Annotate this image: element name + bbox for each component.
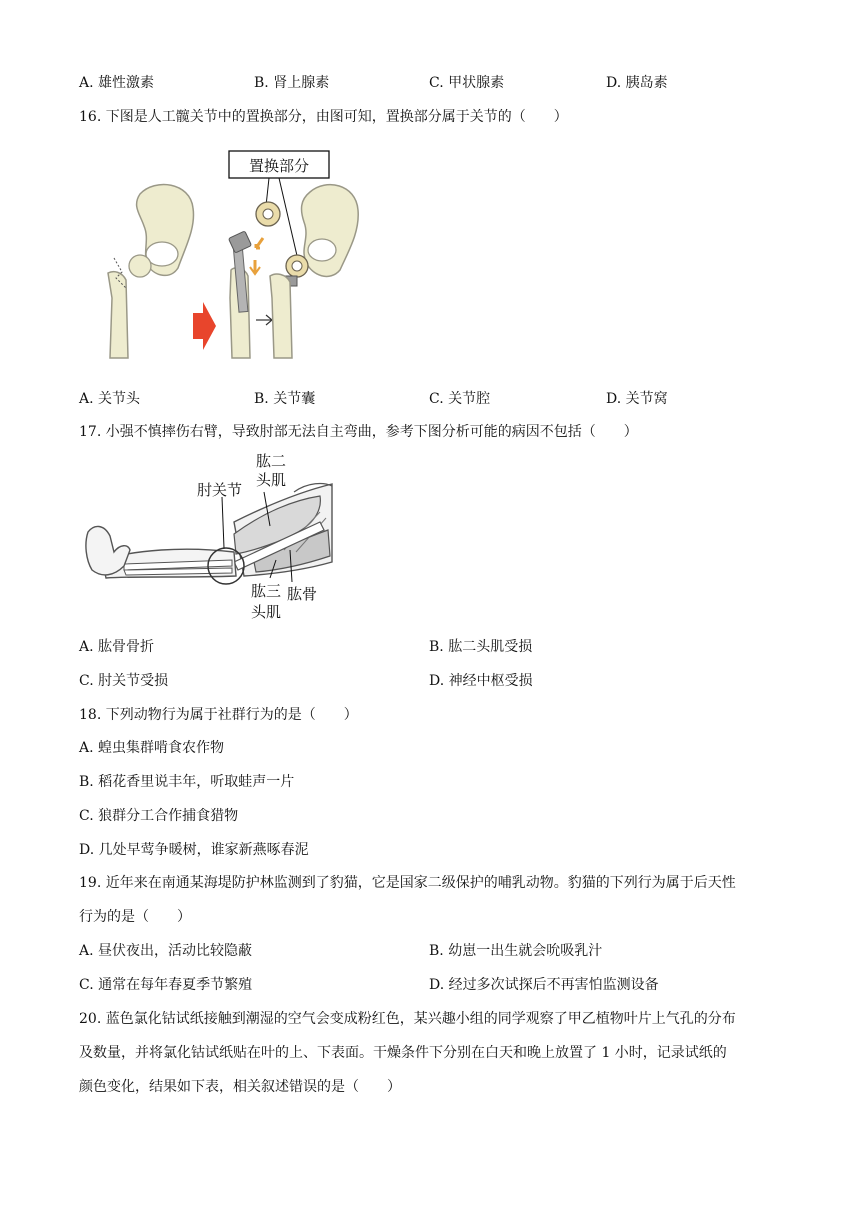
q18-option-d: D. 几处早莺争暖树，谁家新燕啄春泥 bbox=[79, 842, 309, 858]
q18-option-a: A. 蝗虫集群啃食农作物 bbox=[79, 740, 225, 756]
q20-stem-line1: 20. 蓝色氯化钴试纸接触到潮湿的空气会变成粉红色，某兴趣小组的同学观察了甲乙植物叶片上气孔的分布 bbox=[79, 1011, 736, 1027]
q19-option-b: B. 幼崽一出生就会吮吸乳汁 bbox=[429, 943, 603, 959]
arm-figure bbox=[84, 452, 334, 622]
q19-stem-line2: 行为的是（ ） bbox=[79, 909, 191, 925]
q17-option-d: D. 神经中枢受损 bbox=[429, 673, 533, 689]
q18-stem: 18. 下列动物行为属于社群行为的是（ ） bbox=[79, 707, 358, 723]
q17-option-b: B. 肱二头肌受损 bbox=[429, 639, 533, 655]
replacement-label: 置换部分 bbox=[248, 157, 310, 175]
biceps-label-line2: 头肌 bbox=[256, 471, 287, 489]
triceps-label-line2: 头肌 bbox=[251, 603, 282, 621]
q17-stem: 17. 小强不慎摔伤右臂，导致肘部无法自主弯曲，参考下图分析可能的病因不包括（ ） bbox=[79, 424, 638, 440]
q16-stem: 16. 下图是人工髋关节中的置换部分，由图可知，置换部分属于关节的（ ） bbox=[79, 109, 568, 125]
q16-option-a: A. 关节头 bbox=[79, 391, 141, 407]
q15-option-d: D. 胰岛素 bbox=[606, 75, 668, 91]
q20-stem-line3: 颜色变化，结果如下表，相关叙述错误的是（ ） bbox=[79, 1079, 401, 1095]
q19-option-c: C. 通常在每年春夏季节繁殖 bbox=[79, 977, 253, 993]
q15-option-a: A. 雄性激素 bbox=[79, 75, 155, 91]
q17-option-a: A. 肱骨骨折 bbox=[79, 639, 155, 655]
q16-option-b: B. 关节囊 bbox=[254, 391, 316, 407]
q17-option-c: C. 肘关节受损 bbox=[79, 673, 169, 689]
q18-option-c: C. 狼群分工合作捕食猎物 bbox=[79, 808, 239, 824]
q19-option-d: D. 经过多次试探后不再害怕监测设备 bbox=[429, 977, 659, 993]
q19-stem-line1: 19. 近年来在南通某海堤防护林监测到了豹猫，它是国家二级保护的哺乳动物。豹猫的下列行为属于后天性 bbox=[79, 875, 736, 891]
biceps-label-line1: 肱二 bbox=[256, 452, 287, 470]
q19-option-a: A. 昼伏夜出，活动比较隐蔽 bbox=[79, 943, 253, 959]
humerus-label: 肱骨 bbox=[287, 585, 318, 603]
q16-option-d: D. 关节窝 bbox=[606, 391, 668, 407]
q18-option-b: B. 稻花香里说丰年，听取蛙声一片 bbox=[79, 774, 295, 790]
elbow-joint-label: 肘关节 bbox=[197, 481, 243, 499]
q15-option-b: B. 肾上腺素 bbox=[254, 75, 330, 91]
q15-option-c: C. 甲状腺素 bbox=[429, 75, 505, 91]
q20-stem-line2: 及数量，并将氯化钴试纸贴在叶的上、下表面。干燥条件下分别在白天和晚上放置了 1 小时，记录试纸的 bbox=[79, 1045, 727, 1061]
triceps-label-line1: 肱三 bbox=[251, 582, 282, 600]
q16-option-c: C. 关节腔 bbox=[429, 391, 491, 407]
hip-joint-figure bbox=[100, 148, 400, 363]
